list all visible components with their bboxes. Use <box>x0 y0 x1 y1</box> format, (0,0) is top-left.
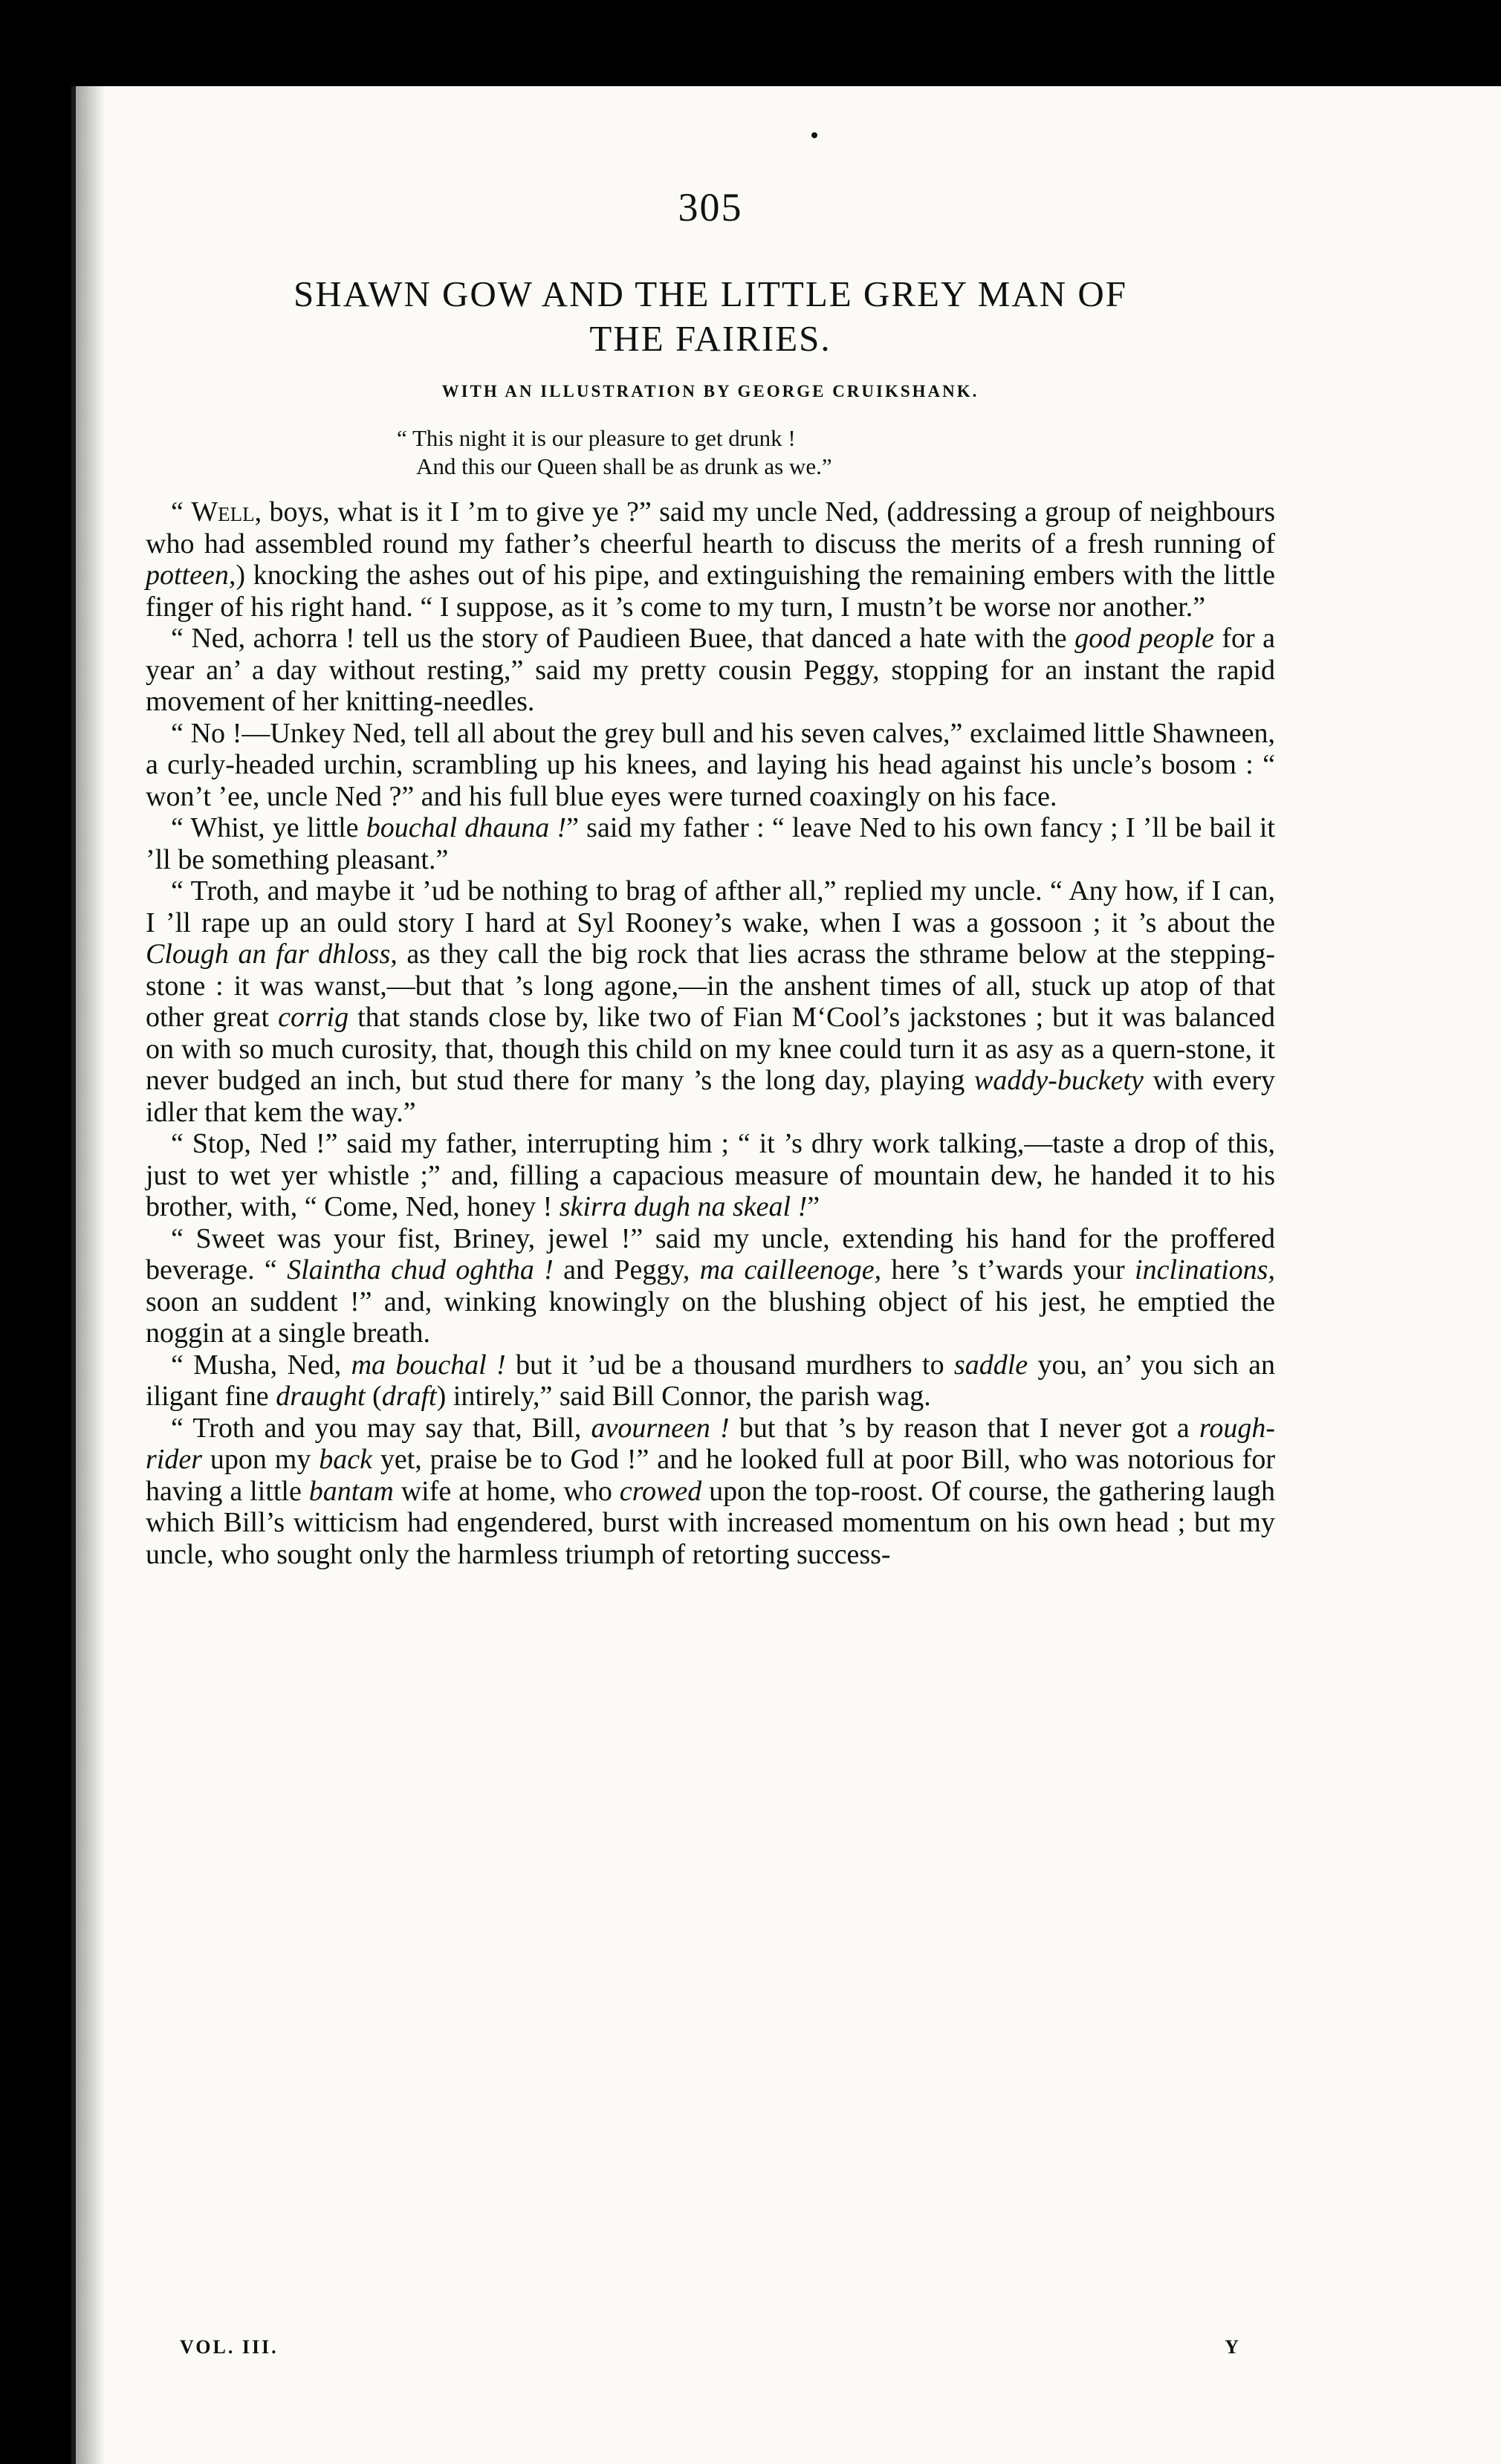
paragraph <box>146 718 1275 813</box>
story-text <box>146 496 1275 1570</box>
text-run: but that ’s by reason that I never got a <box>729 1412 1199 1444</box>
text-run: ” said my father : “ leave Ned to his own fancy ; I ’ll be bail it ’ll be something pleasant.” <box>146 812 1275 875</box>
text-run: that stands close by, like two of Fian M‘Cool’s jackstones ; but it was balanced on with so much curosity, that, though this child on my knee could turn it as asy as a quern-stone, it never budged an inch, but stud there for many ’s the long day, playing <box>146 1002 1275 1096</box>
italic-text: waddy-buckety <box>973 1065 1144 1096</box>
text-run: wife at home, who <box>393 1475 620 1507</box>
text-run: ” <box>807 1191 820 1222</box>
illustration-credit: WITH AN ILLUSTRATION BY GEORGE CRUIKSHANK. <box>441 382 979 401</box>
text-run: “ Whist, ye little <box>171 812 366 843</box>
text-run: “ Musha, Ned, <box>171 1349 351 1381</box>
italic-text: draft <box>381 1381 437 1412</box>
epigraph <box>397 424 832 481</box>
italic-text: bouchal dhauna ! <box>366 812 567 843</box>
italic-text: ma bouchal ! <box>351 1349 506 1381</box>
text-run: “ Troth, and maybe it ’ud be nothing to brag of afther all,” replied my uncle. “ Any how, if I can, I ’ll rape up an ould story I hard at Syl Rooney’s wake, when I was a gossoon ; it ’s about the <box>146 875 1275 938</box>
book-page <box>71 86 1501 2464</box>
italic-text: skirra dugh na skeal ! <box>559 1191 808 1222</box>
paragraph <box>146 623 1275 718</box>
text-run: ) intirely,” said Bill Connor, the parish wag. <box>436 1381 931 1412</box>
text-run: “ No !—Unkey Ned, tell all about the grey bull and his seven calves,” exclaimed little Shawneen, a curly-headed urchin, scrambling up his knees, and laying his head against his uncle’s bosom : “ won’t ’ee, uncle Ned ?” and his full blue eyes were turned coaxingly on his face. <box>146 717 1275 812</box>
italic-text: inclinations, <box>1135 1254 1275 1286</box>
italic-text: Clough an far dhloss, <box>146 938 398 970</box>
text-run: ) knocking the ashes out of his pipe, and extinguishing the remaining embers with the little finger of his right hand. “ I suppose, as it ’s come to my turn, I mustn’t be worse nor another.” <box>146 560 1275 623</box>
text-run: , boys, what is it I ’m to give ye ?” said my uncle Ned, (addressing a group of neighbours who had assembled round my father’s cheerful hearth to discuss the merits of a fresh running of <box>146 496 1275 560</box>
italic-text: corrig <box>278 1002 349 1033</box>
page-number: 305 <box>678 185 743 230</box>
italic-text: potteen, <box>146 560 236 591</box>
paragraph <box>146 812 1275 875</box>
paragraph <box>146 1413 1275 1571</box>
chapter-title-line: THE FAIRIES. <box>589 318 831 359</box>
paragraph <box>146 496 1275 623</box>
text-run: Well <box>191 496 255 528</box>
text-run: “ Sweet was your fist, Briney, jewel !” said my uncle, extending his hand for the proffered beverage. “ <box>146 1222 1275 1286</box>
text-run: upon the top-roost. Of course, the gathering laugh which Bill’s witticism had engendered, burst with increased momentum on his own head ; but my uncle, who sought only the harmless triumph of retorting success- <box>146 1475 1275 1570</box>
text-run: “ Troth and you may say that, Bill, <box>171 1412 591 1444</box>
chapter-title <box>146 272 1275 361</box>
text-run: yet, praise be to God !” and he looked full at poor Bill, who was notorious for having a little <box>146 1444 1275 1507</box>
italic-text: good people <box>1074 623 1214 654</box>
paragraph <box>146 1128 1275 1223</box>
italic-text: saddle <box>953 1349 1028 1381</box>
paragraph <box>146 1223 1275 1349</box>
paragraph <box>146 875 1275 1128</box>
epigraph-line: “ This night it is our pleasure to get drunk ! <box>397 425 796 451</box>
italic-text: crowed <box>619 1475 702 1507</box>
text-run: “ <box>171 496 192 528</box>
italic-text: Slaintha chud oghtha ! <box>287 1254 554 1286</box>
chapter-title-line: SHAWN GOW AND THE LITTLE GREY MAN OF <box>294 273 1127 314</box>
italic-text: back <box>319 1444 372 1475</box>
spine-shadow <box>76 86 106 2464</box>
italic-text: draught <box>276 1381 366 1412</box>
text-run: ( <box>365 1381 382 1412</box>
text-run: for a year an’ a day without resting,” said my pretty cousin Peggy, stopping for an instant the rapid movement of her knitting-needles. <box>146 623 1275 717</box>
text-run: here ’s t’wards your <box>881 1254 1135 1286</box>
italic-text: avourneen ! <box>591 1412 730 1444</box>
epigraph-line: And this our Queen shall be as drunk as we.” <box>416 453 832 479</box>
text-run: “ Stop, Ned !” said my father, interrupting him ; “ it ’s dhry work talking,—taste a drop of this, just to wet yer whistle ;” and, filling a capacious measure of mountain dew, he handed it to his brother, with, “ Come, Ned, honey ! <box>146 1128 1275 1222</box>
italic-text: bantam <box>308 1475 394 1507</box>
text-run: “ Ned, achorra ! tell us the story of Paudieen Buee, that danced a hate with the <box>171 623 1075 654</box>
text-run: and Peggy, <box>553 1254 700 1286</box>
text-run: with every idler that kem the way.” <box>146 1065 1275 1128</box>
text-run: soon an suddent !” and, winking knowingly on the blushing object of his jest, he emptied the noggin at a single breath. <box>146 1286 1275 1349</box>
text-run: but it ’ud be a thousand murdhers to <box>505 1349 954 1381</box>
print-speck <box>811 132 817 138</box>
italic-text: ma cailleenoge, <box>699 1254 882 1286</box>
signature-mark: Y <box>1225 2336 1241 2358</box>
text-run: you, an’ you sich an iligant fine <box>146 1349 1275 1412</box>
text-run: upon my <box>202 1444 320 1475</box>
volume-number: VOL. III. <box>180 2336 279 2358</box>
italic-text: rough-rider <box>146 1412 1275 1475</box>
text-run: as they call the big rock that lies acrass the sthrame below at the stepping-stone : it was wanst,—but that ’s long agone,—in the anshent times of all, stuck up atop of that other great <box>146 938 1275 1033</box>
paragraph <box>146 1349 1275 1413</box>
